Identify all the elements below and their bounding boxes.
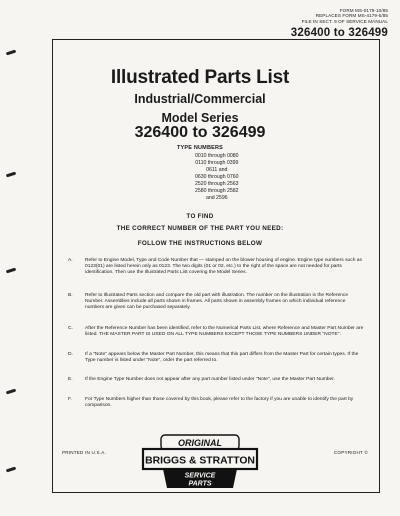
instruction-letter: A.	[68, 258, 73, 263]
logo-parts-text: PARTS	[188, 480, 212, 488]
replaces-form: REPLACES FORM MS-4179-5/85	[315, 13, 388, 19]
to-find-heading: TO FIND	[186, 213, 214, 220]
instruction-letter: B.	[68, 293, 73, 298]
instruction-letter: D.	[68, 352, 73, 357]
type-number-line: 2520 through 2563	[195, 181, 239, 187]
instruction-letter: C.	[68, 326, 73, 331]
type-numbers-heading: TYPE NUMBERS	[176, 145, 224, 151]
subtitle: Industrial/Commercial	[134, 92, 266, 106]
binder-hole-mark	[6, 50, 16, 56]
instruction-item	[68, 377, 364, 383]
instruction-item	[68, 397, 364, 409]
printed-in-usa: PRINTED IN U.S.A.	[62, 450, 106, 455]
type-numbers-list	[195, 153, 239, 202]
briggs-stratton-logo	[141, 434, 259, 490]
binder-hole-mark	[6, 172, 16, 178]
copyright-notice: COPYRIGHT ©	[333, 450, 368, 455]
model-series-label: Model Series	[161, 111, 239, 125]
instruction-item	[68, 258, 364, 277]
type-number-line: 0630 through 0760	[195, 174, 239, 180]
instruction-text: If a "Note" appears below the Master Part Number, this means that this part differs from the Master Part for certain types. If the Type number is listed under "Note", order the part referred to.	[85, 352, 359, 364]
form-header	[302, 8, 388, 24]
instruction-item	[68, 326, 364, 338]
binder-hole-mark	[6, 467, 16, 473]
logo-top-text: ORIGINAL	[178, 438, 222, 448]
file-in-section: FILE IN SECT. 9 OF SERVICE MANUAL	[301, 18, 388, 24]
instruction-text: Refer to Illustrated Parts section and compare the old part with illustration. The number on the illustration is the Reference Number. Assemblies include all parts shown in frames. All parts shown in assembly frames on which individual reference numbers are given can be purchased separately.	[85, 293, 349, 311]
type-number-line: 2580 through 2582	[195, 188, 239, 194]
logo-brand-text: BRIGGS & STRATTON	[145, 455, 255, 467]
type-number-line: 0611 and	[206, 167, 228, 173]
type-number-line: 0110 through 0399	[195, 160, 239, 166]
form-number: FORM MS-0178-10/85	[339, 8, 388, 13]
instruction-text: Refer to Engine Model, Type and Code Number that — stamped on the blower housing of engine. Engine type numbers such as 0123(01) are listed herein only as 0123. The two digits (01 or 02, etc.) to the right of the space are not needed for parts identification. Then use the Illustrated Parts List covering the Model Series.	[85, 258, 362, 276]
instruction-text: After the Reference Number has been identified, refer to the Numerical Parts List, where Reference and Master Part Number are listed. THE MASTER PART IS USED ON ALL TYPE NUMBERS EXCEPT THOSE TYPE NUMBERS UNDER "NOTE".	[85, 326, 364, 338]
page-title: Illustrated Parts List	[110, 67, 290, 88]
binder-hole-mark	[6, 389, 16, 395]
header-model-range: 326400 to 326499	[290, 27, 388, 39]
type-number-line: 0010 through 0080	[195, 153, 239, 159]
instruction-letter: E.	[68, 377, 73, 382]
logo-service-text: SERVICE	[184, 472, 216, 480]
instruction-item	[68, 293, 364, 312]
instruction-item	[68, 352, 364, 364]
instruction-text: For Type Numbers higher than those covered by this book, please refer to the factory if you are unable to identify the part by comparison.	[85, 397, 354, 409]
instruction-text: If the Engine Type Number does not appear after any part number listed under "Note", use the Master Part Number.	[85, 377, 335, 382]
follow-instructions-heading: FOLLOW THE INSTRUCTIONS BELOW	[137, 240, 263, 247]
type-number-line: and 2596	[205, 195, 228, 201]
binder-hole-mark	[6, 268, 16, 274]
model-series-range: 326400 to 326499	[134, 124, 266, 141]
correct-number-heading: THE CORRECT NUMBER OF THE PART YOU NEED:	[116, 225, 284, 232]
instruction-letter: F.	[68, 397, 72, 402]
